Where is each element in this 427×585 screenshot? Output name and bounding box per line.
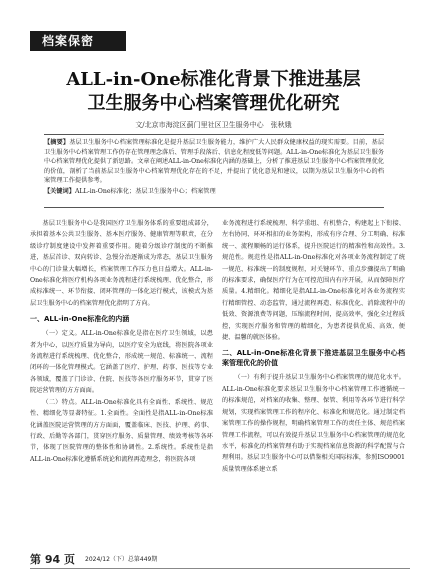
abstract-box	[44, 134, 384, 208]
column-tag: 档案保密	[30, 31, 126, 51]
abstract-label: 【摘要】	[44, 139, 70, 146]
right-column	[222, 218, 405, 475]
author-line: 文/北京市海淀区蓟门里社区卫生服务中心 张秋娥	[135, 121, 292, 129]
keywords-text: ALL-in-One标准化；基层卫生服务中心；档案管理	[74, 187, 216, 195]
section-heading-2: 二、ALL-in-One标准化背景下推进基层卫生服务中心档案管理优化的价值	[222, 349, 405, 368]
issue-date: 2024/12（下）总第449期	[85, 556, 158, 563]
article-title-line-1: ALL-in-One标准化背景下推进基层	[66, 69, 361, 90]
page-number: 第 94 页	[30, 553, 75, 566]
abstract-text: 基层卫生服务中心档案管理标准化是提升基层卫生服务能力，维护广大人民群众健康权益的现实需要。目前，基层卫生服务中心档案管理工作仍存在管理理念落后、管理手段落后、信息化程度低等问题。ALL-in-One标准化为基层卫生服务中心档案管理优化提供了新思路。文章在阐述ALL-in-One标准化内涵的基础上，分析了推进基层卫生服务中心档案管理优化的价值，剖析了当前基层卫生服务中心档案管理优化存在的不足，并提出了优化意见和建议，以期为基层卫生服务中心的档案管理工作提供参考。	[44, 139, 385, 185]
section-heading-1: 一、ALL-in-One标准化的内涵	[30, 315, 130, 324]
keywords	[44, 187, 384, 197]
article-title-line-2: 卫生服务中心档案管理优化研究	[87, 93, 340, 114]
paragraph-value-1: （一）有利于提升基层卫生服务中心档案管理的规范化水平。ALL-in-One标准化要求基层卫生服务中心档案管理工作遵循统一的标准规范，对档案的收集、整理、保管、利用等各环节进行科学规划，实现档案管理工作的程序化、标准化和规范化。通过制定档案管理工作的操作规程，明确档案管理工作的责任主体、规范档案管理工作流程，可以有效提升基层卫生服务中心档案管理的规范化水平，标准化的档案管理有助于实现档案信息资源的科学配置与合理利用。基层卫生服务中心可以借鉴相关国际标准，参照ISO9001质量管理体系建立系	[222, 374, 405, 473]
abstract	[44, 138, 384, 186]
paragraph-definition: （一）定义。ALL-in-One标准化是指在医疗卫生领域，以患者为中心，以医疗质量为导向，以医疗安全为底线，将医院各项业务流程进行系统梳理、优化整合，形成统一规范、标准统一、流程闭环的一体化管理模式。它涵盖了医疗、护理、药事、医技等专业各领域，覆盖了门诊诊、住院、医技等各医疗服务环节，贯穿了医院运营管理的方方面面。	[30, 330, 213, 395]
intro-paragraph: 基层卫生服务中心是我国医疗卫生服务体系的重要组成部分，承担着基本公共卫生服务、基本医疗服务、健康管理等职责，在分级诊疗制度建设中发挥着重要作用。随着分级诊疗制度的不断推进，基层首诊、双向转诊、急慢分治逐渐成为常态，基层卫生服务中心的门诊量大幅增长，档案管理工作压力也日益增大。ALL-in-One标准化将医疗机构各项业务流程进行系统梳理、优化整合，形成标准统一、环节衔接、闭环管理的一体化运行模式，该模式为基层卫生服务中心的档案管理优化指明了方向。	[30, 220, 213, 307]
footer-rule	[30, 568, 410, 569]
keywords-label: 【关键词】	[44, 187, 75, 195]
paragraph-features: （二）特点。ALL-in-One标准化具有全面性、系统性、规范性、精细化等显著特征。1.全面性。全面性是指ALL-in-One标准化涵盖医院运营管理的方方面面，覆盖临床、医技、护理、药事、行政、后勤等各部门，贯穿医疗服务、质量管理、绩效考核等各环节，体现了医院管理的整体性和协调性。2.系统性。系统性是指ALL-in-One标准化遵循系统论和流程再造理念，将医院各项	[30, 398, 213, 463]
left-column	[30, 218, 213, 465]
paragraph-features-cont: 业务流程进行系统梳理、科学重组、有机整合，构建起上下衔接、左右协同、环环相扣的业务架构，形成有序合理、分工明确、标准统一、流程顺畅的运行体系，提升医院运行的精准性和高效性。3.规范性。规范性是指ALL-in-One标准化对各项业务流程制定了统一规范、标准统一的制度规程，对关键环节、重点步骤提出了明确的标准要求，确保医疗行为在可控范围内有序开展，从而保障医疗质量。4.精细化。精细化是指ALL-in-One标准化对各业务流程实行精细管控、动态监管，通过流程再造、标准优化、消除流程中的低效、资源浪费等问题，压缩流程时间，提高效率，强化全过程质控，实现医疗服务和管理的精细化，为患者提供优质、高效、便捷、温馨的就医体验。	[222, 220, 405, 342]
page-footer	[30, 551, 410, 569]
